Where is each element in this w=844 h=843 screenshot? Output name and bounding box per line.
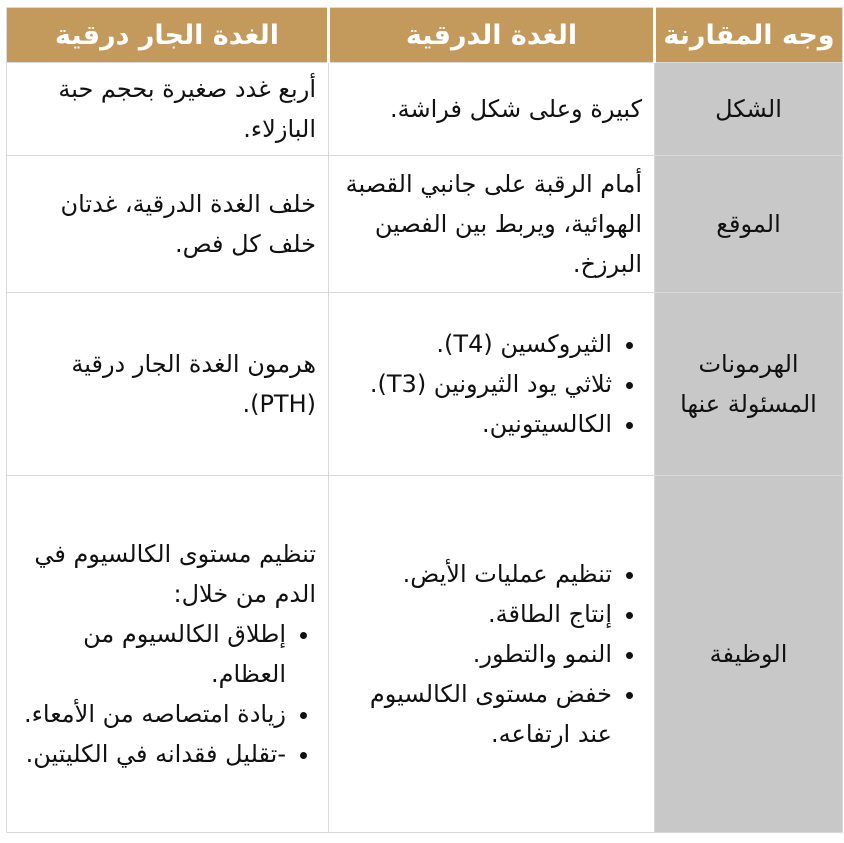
header-comparison-aspect: وجه المقارنة [655, 8, 843, 63]
row-label-function: الوظيفة [655, 476, 843, 833]
list-item: • إطلاق الكالسيوم من العظام. [19, 614, 286, 694]
list-item: • إنتاج الطاقة. [341, 594, 612, 634]
cell-parathyroid-location: خلف الغدة الدرقية، غدتان خلف كل فص. [7, 156, 329, 293]
cell-parathyroid-shape: أربع غدد صغيرة بحجم حبة البازلاء. [7, 63, 329, 156]
table-row-hormones [7, 293, 843, 476]
parathyroid-function-list [19, 614, 316, 774]
comparison-table [6, 7, 843, 833]
row-label-location: الموقع [655, 156, 843, 293]
parathyroid-function-intro: تنظيم مستوى الكالسيوم في الدم من خلال: [34, 540, 316, 608]
thyroid-function-list [341, 554, 642, 754]
cell-thyroid-shape: كبيرة وعلى شكل فراشة. [329, 63, 655, 156]
table-row-shape [7, 63, 843, 156]
list-item: • الكالسيتونين. [341, 404, 612, 444]
list-item: • خفض مستوى الكالسيوم عند ارتفاعه. [341, 674, 612, 754]
cell-thyroid-function [329, 476, 655, 833]
list-item: • الثيروكسين (T4). [341, 324, 612, 364]
table-row-location [7, 156, 843, 293]
cell-parathyroid-function [7, 476, 329, 833]
list-item: • زيادة امتصاصه من الأمعاء. [19, 694, 286, 734]
row-label-hormones: الهرمونات المسئولة عنها [655, 293, 843, 476]
list-item: • تنظيم عمليات الأيض. [341, 554, 612, 594]
list-item: • -تقليل فقدانه في الكليتين. [19, 734, 286, 774]
list-item: • النمو والتطور. [341, 634, 612, 674]
row-label-shape: الشكل [655, 63, 843, 156]
header-row [7, 8, 843, 63]
header-thyroid: الغدة الدرقية [329, 8, 655, 63]
cell-thyroid-hormones [329, 293, 655, 476]
list-item: • ثلاثي يود الثيرونين (T3). [341, 364, 612, 404]
cell-thyroid-location: أمام الرقبة على جانبي القصبة الهوائية، ويربط بين الفصين البرزخ. [329, 156, 655, 293]
cell-parathyroid-hormones: هرمون الغدة الجار درقية (PTH). [7, 293, 329, 476]
header-parathyroid: الغدة الجار درقية [7, 8, 329, 63]
table-row-function [7, 476, 843, 833]
thyroid-hormones-list [341, 324, 642, 444]
